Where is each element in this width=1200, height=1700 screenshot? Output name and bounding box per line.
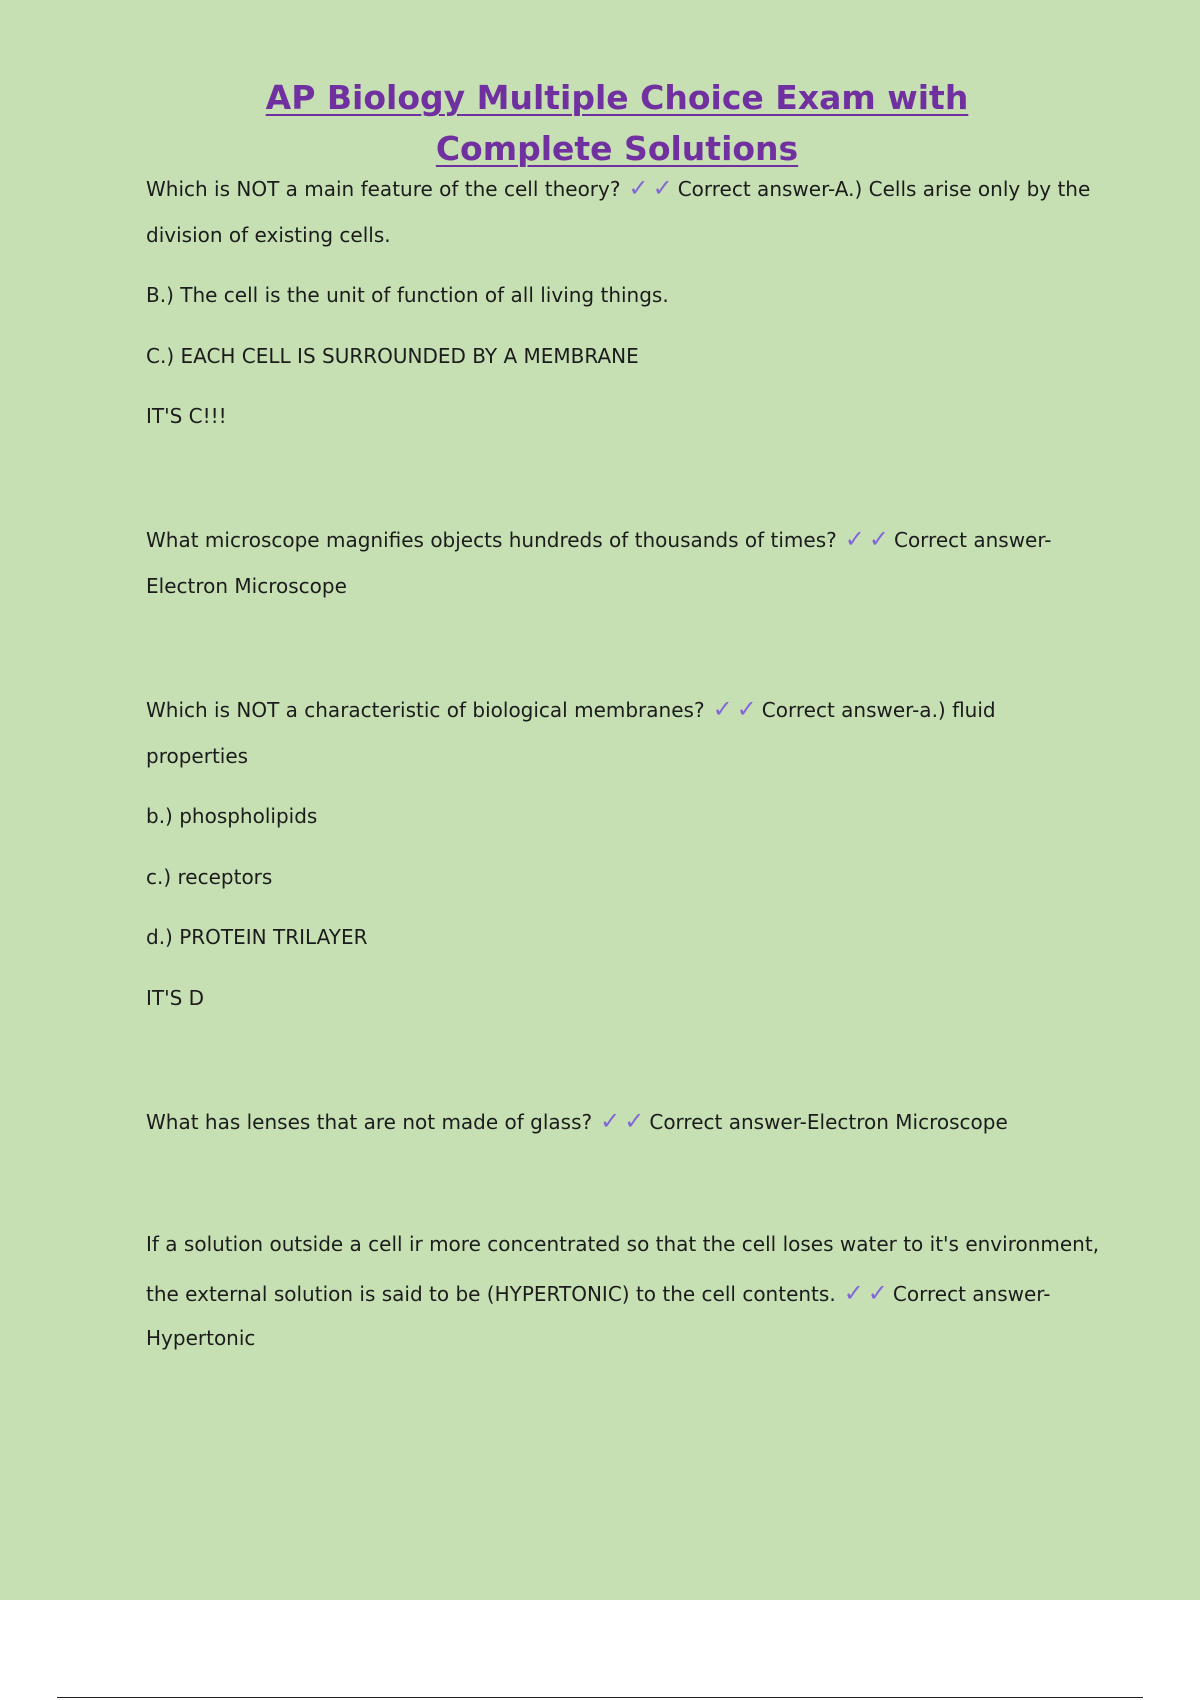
question-text: Which is NOT a main feature of the cell theory? bbox=[146, 177, 621, 201]
answer-marker bbox=[842, 1280, 890, 1307]
answer-text: Correct answer-A.) Cells arise only by the bbox=[677, 177, 1091, 201]
check-mark-icon: ✓ bbox=[628, 174, 649, 202]
option-line: d.) PROTEIN TRILAYER bbox=[146, 925, 368, 949]
answer-text: Correct answer-Electron Microscope bbox=[649, 1110, 1008, 1134]
option-line: B.) The cell is the unit of function of all living things. bbox=[146, 283, 669, 307]
check-mark-icon: ✓ bbox=[712, 695, 733, 723]
footer-divider bbox=[57, 1697, 1143, 1698]
answer-continuation: Electron Microscope bbox=[146, 574, 347, 598]
check-mark-icon: ✓ bbox=[624, 1107, 645, 1135]
answer-continuation: division of existing cells. bbox=[146, 223, 391, 247]
option-line: b.) phospholipids bbox=[146, 804, 318, 828]
question-text: What microscope magnifies objects hundreds of thousands of times? bbox=[146, 528, 837, 552]
question-line bbox=[146, 526, 1052, 553]
answer-marker bbox=[626, 175, 674, 202]
answer-continuation: Hypertonic bbox=[146, 1326, 256, 1350]
answer-text: Correct answer- bbox=[892, 1282, 1051, 1306]
answer-marker bbox=[598, 1108, 646, 1135]
question-line bbox=[146, 175, 1090, 202]
question-line bbox=[146, 696, 996, 723]
check-mark-icon: ✓ bbox=[600, 1107, 621, 1135]
answer-marker bbox=[711, 696, 759, 723]
check-mark-icon: ✓ bbox=[843, 1279, 864, 1307]
check-mark-icon: ✓ bbox=[844, 525, 865, 553]
check-mark-icon: ✓ bbox=[868, 525, 889, 553]
option-line: C.) EACH CELL IS SURROUNDED BY A MEMBRANE bbox=[146, 344, 639, 368]
check-mark-icon: ✓ bbox=[867, 1279, 888, 1307]
page-title: AP Biology Multiple Choice Exam with Complete Solutions bbox=[265, 78, 969, 168]
answer-text: Correct answer-a.) fluid bbox=[761, 698, 996, 722]
check-mark-icon: ✓ bbox=[736, 695, 757, 723]
question-line bbox=[146, 1108, 1008, 1135]
question-text: What has lenses that are not made of glass? bbox=[146, 1110, 593, 1134]
question-line bbox=[146, 1280, 1050, 1307]
answer-note: IT'S D bbox=[146, 986, 205, 1010]
answer-text: Correct answer- bbox=[893, 528, 1052, 552]
option-line: c.) receptors bbox=[146, 865, 273, 889]
question-line: If a solution outside a cell ir more concentrated so that the cell loses water to it's environment, bbox=[146, 1232, 1100, 1256]
question-text: the external solution is said to be (HYPERTONIC) to the cell contents. bbox=[146, 1282, 836, 1306]
answer-marker bbox=[843, 526, 891, 553]
answer-continuation: properties bbox=[146, 744, 249, 768]
answer-note: IT'S C!!! bbox=[146, 404, 227, 428]
question-text: Which is NOT a characteristic of biological membranes? bbox=[146, 698, 705, 722]
check-mark-icon: ✓ bbox=[652, 174, 673, 202]
